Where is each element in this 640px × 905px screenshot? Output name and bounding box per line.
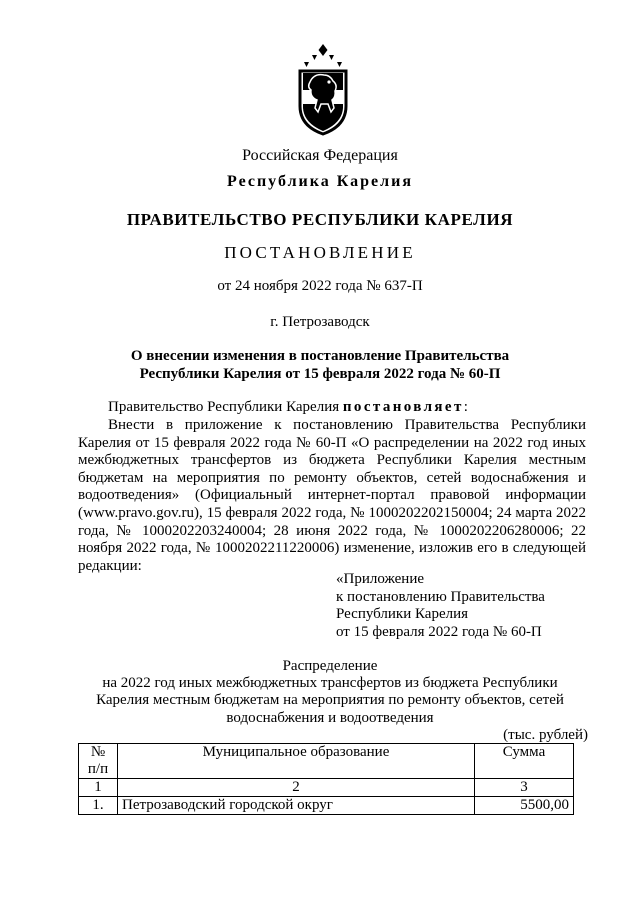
header-sum: Сумма bbox=[475, 744, 574, 779]
document-city: г. Петрозаводск bbox=[270, 314, 370, 330]
annex-reference bbox=[336, 571, 545, 641]
annex-line-3: Республики Карелия bbox=[336, 606, 469, 623]
distribution-line-2: на 2022 год иных межбюджетных трансфертов из бюджета Республики bbox=[102, 675, 558, 692]
header-number-line-2: п/п bbox=[87, 761, 109, 777]
document-title bbox=[0, 347, 640, 383]
row-municipality: Петрозаводский городской округ bbox=[118, 797, 475, 815]
table-row bbox=[79, 797, 574, 815]
document-date-number: от 24 ноября 2022 года № 637-П bbox=[217, 278, 423, 294]
distribution-line-3: Карелия местным бюджетам на мероприятия по ремонту объектов, сетей bbox=[96, 692, 564, 709]
column-number-1: 1 bbox=[79, 779, 118, 797]
annex-line-4: от 15 февраля 2022 года № 60-П bbox=[336, 623, 542, 640]
row-sum: 5500,00 bbox=[475, 797, 574, 815]
intro-line bbox=[78, 399, 586, 417]
table-header-row bbox=[79, 744, 574, 779]
header-municipality: Муниципальное образование bbox=[118, 744, 475, 779]
distribution-table bbox=[78, 743, 574, 815]
title-line-2: Республики Карелия от 15 февраля 2022 года № 60-П bbox=[139, 366, 501, 382]
republic-line: Республика Карелия bbox=[227, 173, 413, 190]
units-label: (тыс. рублей) bbox=[503, 727, 588, 743]
document-type: ПОСТАНОВЛЕНИЕ bbox=[224, 243, 416, 262]
main-paragraph: Внести в приложение к постановлению Правительства Республики Карелия от 15 февраля 2022 года № 60-П «О распределении на 2022 год иных межбюджетных трансфертов из бюджета Республики Карелия местным бюджетам на мероприятия по ремонту объектов, сетей водоснабжения и водоотведения» (Официальный интернет-портал правовой информации (www.pravo.gov.ru), 15 февраля 2022 года, № 1000202202150004; 24 марта 2022 года, № 1000202203240004; 28 июня 2022 года, № 1000202206280006; 22 ноября 2022 года, № 1000202211220006) изменение, изложив его в следующей редакции: bbox=[78, 417, 586, 574]
distribution-heading bbox=[60, 658, 600, 727]
column-number-2: 2 bbox=[118, 779, 475, 797]
title-line-1: О внесении изменения в постановление Правительства bbox=[130, 348, 510, 364]
intro-suffix: : bbox=[463, 399, 468, 415]
header-number-line-1: № bbox=[90, 744, 106, 760]
header-number bbox=[79, 744, 118, 779]
intro-verb: постановляет bbox=[342, 399, 464, 415]
column-number-3: 3 bbox=[475, 779, 574, 797]
federation-line: Российская Федерация bbox=[242, 147, 398, 164]
annex-line-1: «Приложение bbox=[336, 571, 425, 587]
distribution-line-4: водоснабжения и водоотведения bbox=[226, 709, 434, 726]
distribution-line-1: Распределение bbox=[282, 658, 378, 674]
annex-line-2: к постановлению Правительства bbox=[336, 588, 545, 605]
row-number: 1. bbox=[79, 797, 118, 815]
table-column-number-row bbox=[79, 779, 574, 797]
intro-prefix: Правительство Республики Карелия bbox=[108, 399, 343, 415]
government-heading: ПРАВИТЕЛЬСТВО РЕСПУБЛИКИ КАРЕЛИЯ bbox=[126, 210, 514, 229]
coat-of-arms-icon bbox=[296, 42, 350, 136]
